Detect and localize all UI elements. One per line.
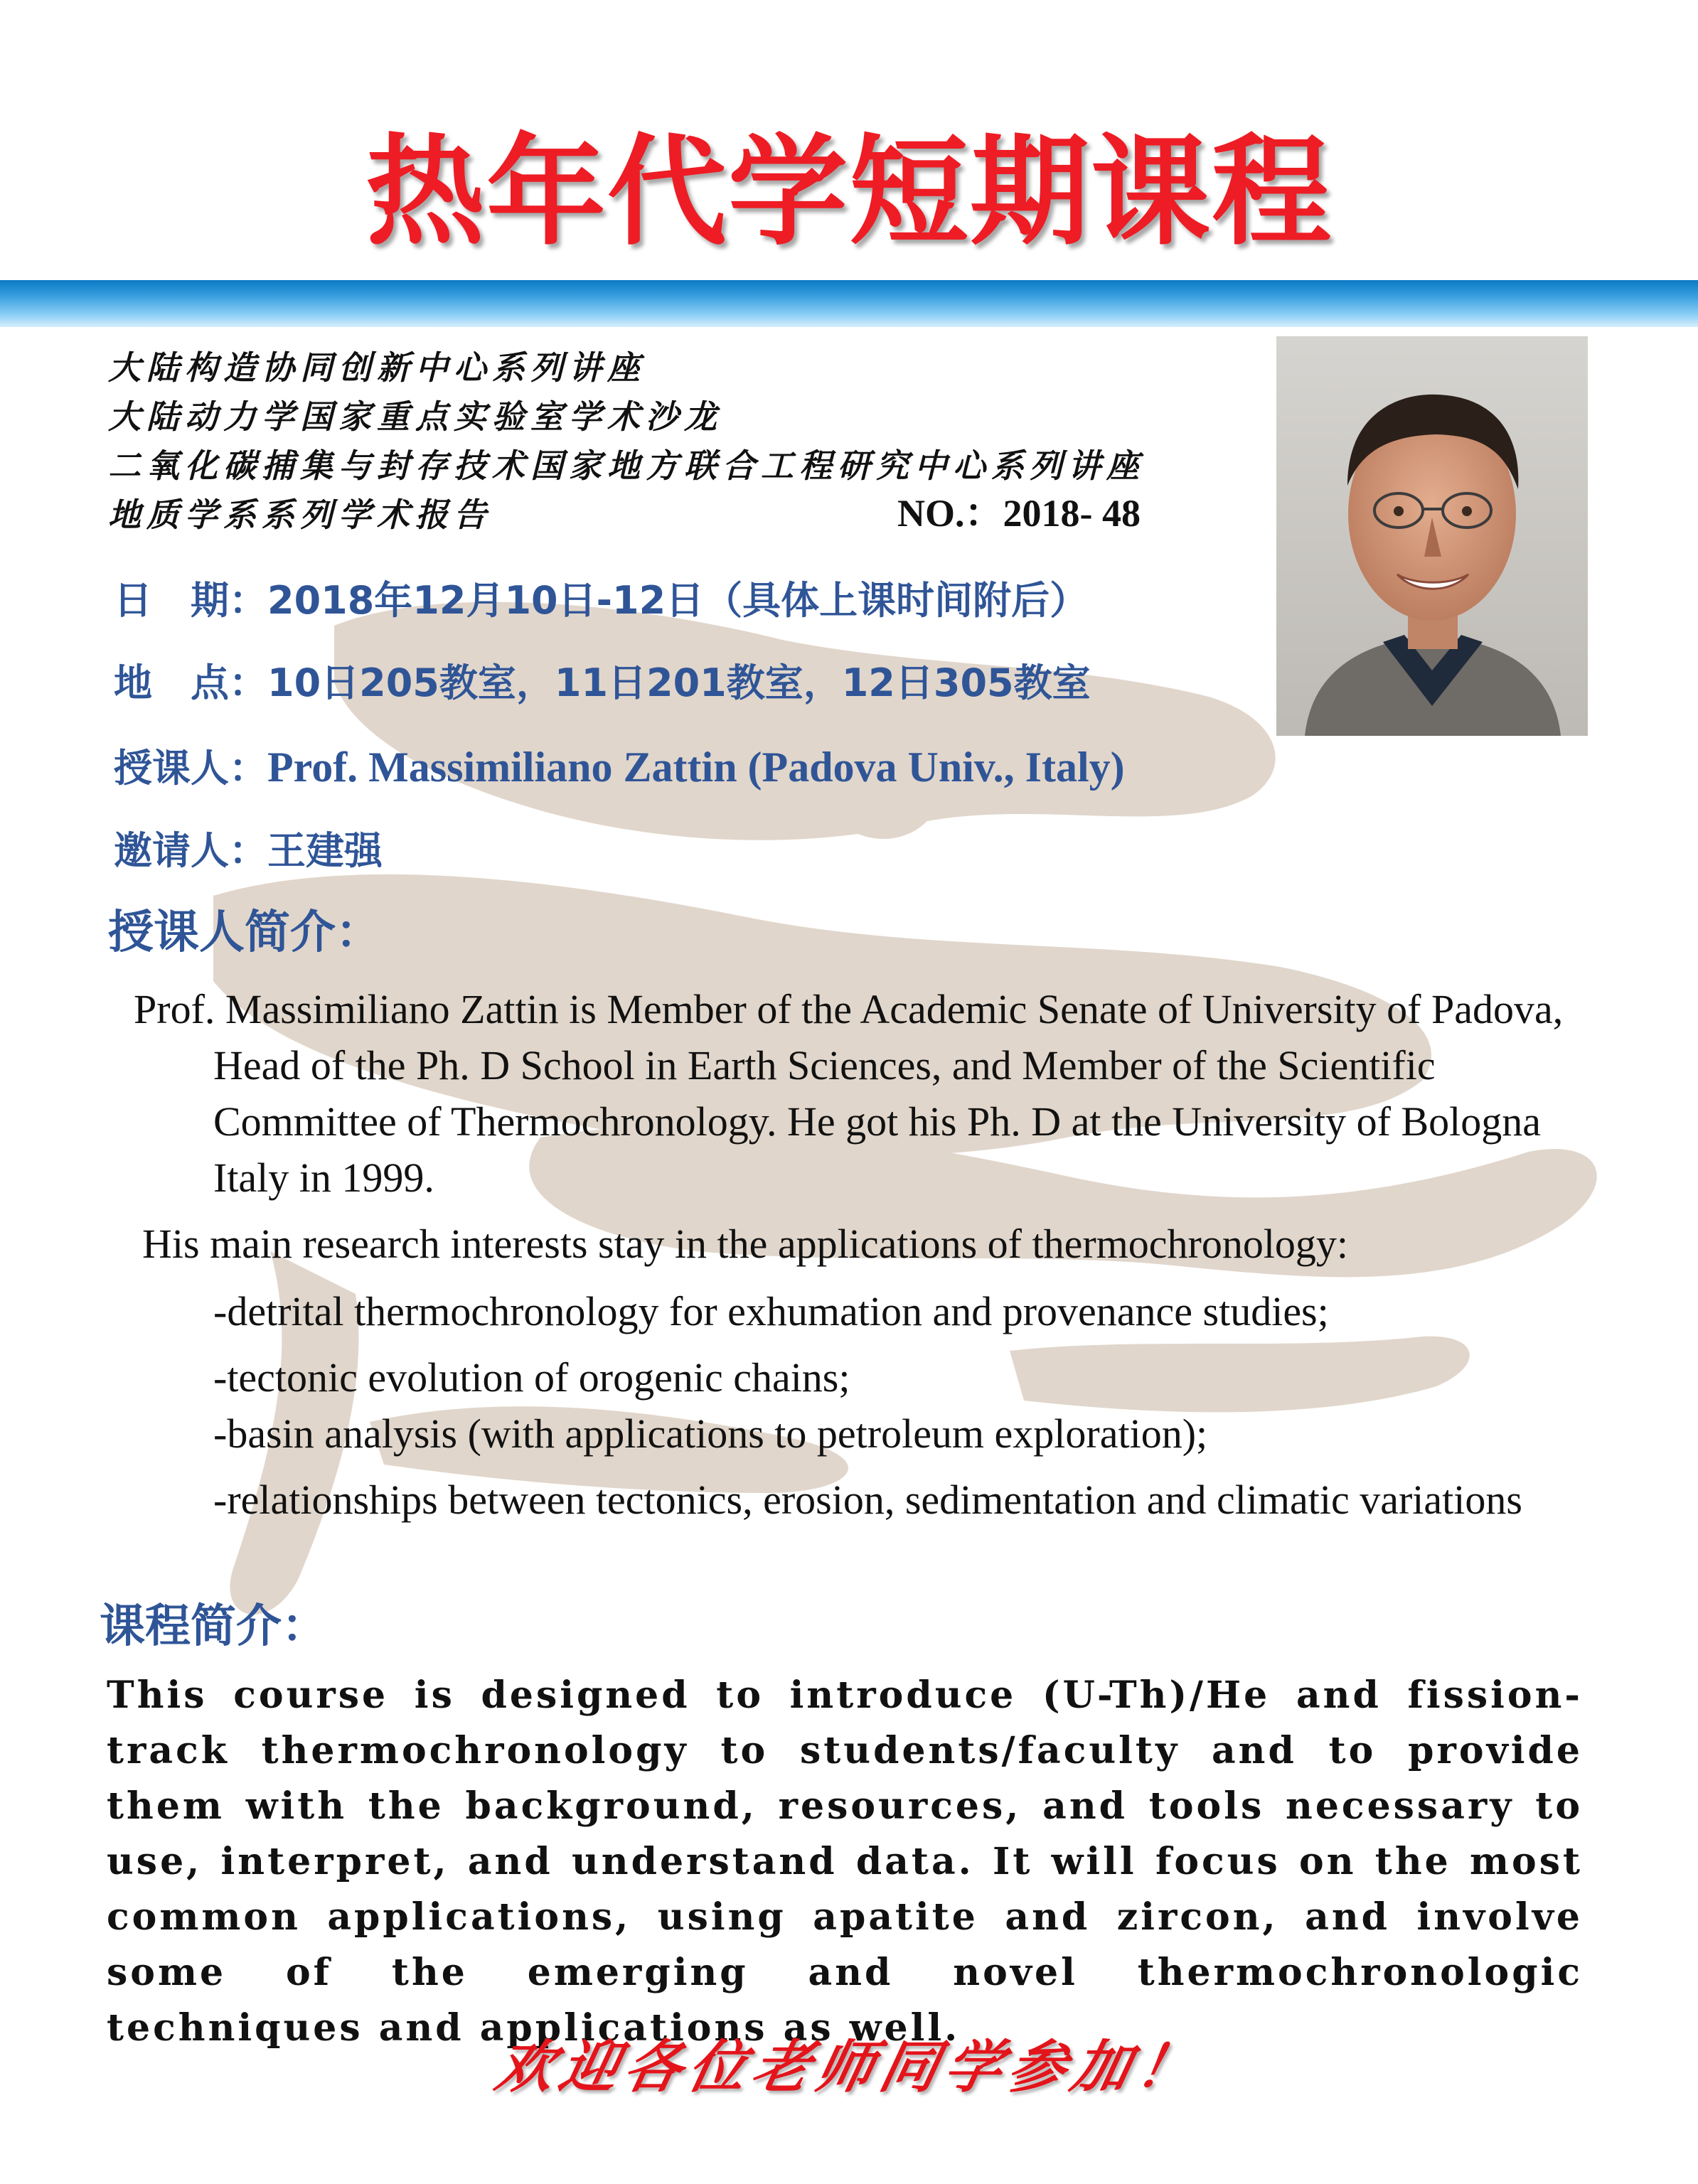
- place-line: [114, 660, 1091, 707]
- interest-item: -basin analysis (with applications to petroleum exploration);: [213, 1410, 1208, 1457]
- inviter-value: 王建强: [267, 828, 383, 873]
- date-value: 2018年12月10日-12日（具体上课时间附后）: [267, 578, 1089, 623]
- bio-text: Prof. Massimiliano Zattin is Member of the Academic Senate of University of Padova, Head of the Ph. D School in Earth Sciences, and Member of the Scientific Committee of Thermochronology. He got his Ph. D at the University of Bologna Italy in 1999.: [134, 986, 1564, 1201]
- series-line-3: 二氧化碳捕集与封存技术国家地方联合工程研究中心系列讲座: [108, 446, 1145, 485]
- course-heading: 课程简介：: [100, 1600, 327, 1653]
- interest-item: -detrital thermochronology for exhumation and provenance studies;: [213, 1288, 1329, 1334]
- interest-item: -relationships between tectonics, erosion, sedimentation and climatic variations: [213, 1477, 1522, 1523]
- report-number: NO.：2018- 48: [897, 492, 1141, 535]
- header-stripe: [0, 280, 1698, 327]
- course-description: This course is designed to introduce (U-Th)/He and fission-track thermochronology to students/faculty and to provide them with the background, resources, and tools necessary to use, interpret, and understand data. It will focus on the most common applications, using apatite and zircon, and involve some of the emerging and novel thermochronologic techniques and applications as well.: [107, 1674, 1583, 2050]
- date-line: [114, 577, 1088, 624]
- interests-intro: His main research interests stay in the applications of thermochronology:: [142, 1221, 1349, 1267]
- welcome-slogan: 欢迎各位老师同学参加！: [490, 2034, 1208, 2100]
- place-label: 地 点：: [114, 660, 267, 705]
- bio-heading: 授课人简介：: [108, 906, 381, 959]
- series-line-1: 大陆构造协同创新中心系列讲座: [108, 348, 646, 387]
- series-line-4: 地质学系系列学术报告: [108, 496, 492, 534]
- place-value: 10日205教室，11日201教室，12日305教室: [267, 660, 1091, 705]
- date-label: 日 期：: [114, 578, 267, 623]
- interest-item: -tectonic evolution of orogenic chains;: [213, 1354, 850, 1401]
- series-line-2: 大陆动力学国家重点实验室学术沙龙: [108, 397, 722, 436]
- lecturer-value: Prof. Massimiliano Zattin (Padova Univ., Italy): [267, 744, 1125, 791]
- inviter-label: 邀请人：: [114, 828, 267, 873]
- lecturer-label: 授课人：: [114, 746, 267, 791]
- lecturer-photo: [1276, 336, 1588, 736]
- interests-block: [142, 1216, 1607, 1528]
- poster-title: 热年代学短期课程: [365, 122, 1333, 262]
- lecturer-line: [114, 744, 1125, 792]
- inviter-line: [114, 828, 383, 874]
